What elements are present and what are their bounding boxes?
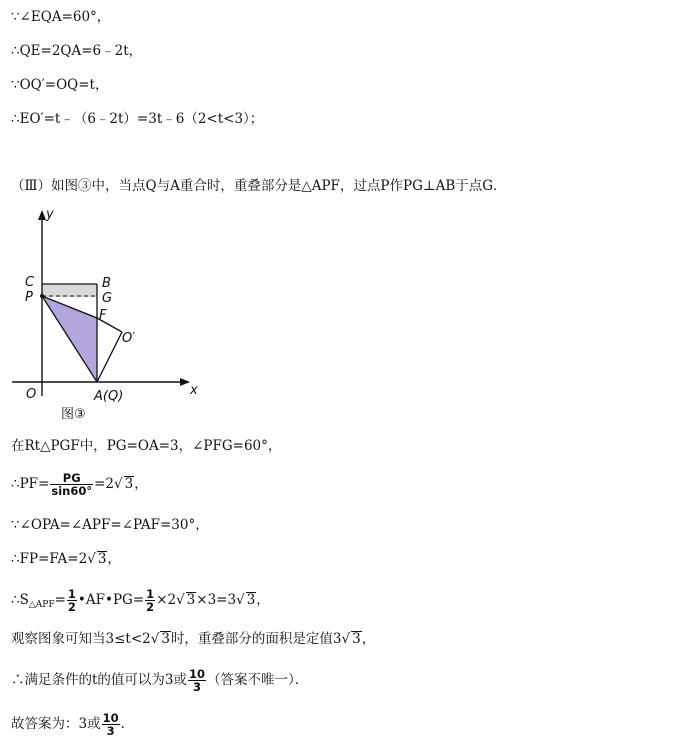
figure-3-diagram	[8, 206, 208, 426]
text-line-2: ∴QE=2QA=6﹣2t，	[11, 43, 143, 59]
text-line-4: ∴EO′=t﹣（6﹣2t）=3t﹣6（2<t<3）；	[11, 111, 264, 127]
label-y: y	[46, 207, 54, 222]
text-line-7: ∴PF= $\frac{PG}{\sin 60^\circ}$ =2√ 3，	[11, 471, 148, 498]
figure-caption: 图③	[61, 407, 86, 422]
text-line-3: ∵OQ′=OQ=t，	[11, 77, 109, 93]
text-line-8: ∵∠OPA=∠APF=∠PAF=30°，	[11, 517, 209, 533]
fraction-10-3-b: $\frac{10}{3}$	[102, 711, 119, 738]
fraction-half-2: $\frac{1}{2}$	[146, 587, 155, 614]
label-x: x	[190, 383, 198, 398]
label-f: F	[99, 308, 107, 323]
text-line-5: （Ⅲ）如图③中，当点Q与A重合时，重叠部分是△APF，过点P作PG⊥AB于点G．	[11, 178, 507, 194]
label-a-q: A(Q)	[94, 389, 124, 404]
fraction-10-3-a: $\frac{10}{3}$	[189, 667, 206, 694]
label-o: O	[26, 387, 37, 402]
y-axis-arrow	[38, 210, 46, 220]
shaded-rect	[42, 284, 97, 297]
text-line-12: ∴满足条件的t的值可以为3或 $\frac{10}{3}$ （答案不唯一）．	[11, 667, 309, 694]
text-line-9: ∴FP=FA=2√ 3，	[11, 551, 121, 567]
fraction-pg-sin60: $\frac{PG}{\sin 60^\circ}$	[51, 471, 93, 498]
label-o-prime: O′	[122, 331, 136, 346]
x-axis-arrow	[180, 378, 190, 386]
text-line-10: $\therefore S_{\triangle APF}=$ $\frac{1}{2}$ •AF•PG= $\frac{1}{2}$ ×2√ 3×3=3√ 3，	[11, 587, 270, 614]
label-g: G	[102, 291, 113, 306]
fraction-half-1: $\frac{1}{2}$	[67, 587, 76, 614]
text-line-13: 故答案为：3或 $\frac{10}{3}$ ．	[11, 711, 135, 738]
label-p: P	[25, 290, 33, 305]
text-line-11: 观察图象可知当3≤t<2√ 3时，重叠部分的面积是定值3√ 3，	[11, 631, 376, 647]
label-c: C	[25, 275, 35, 290]
label-b: B	[102, 276, 111, 291]
text-line-1: ∵∠EQA=60°，	[11, 9, 111, 25]
text-line-6: 在Rt△PGF中，PG=OA=3，∠PFG=60°，	[11, 438, 282, 454]
